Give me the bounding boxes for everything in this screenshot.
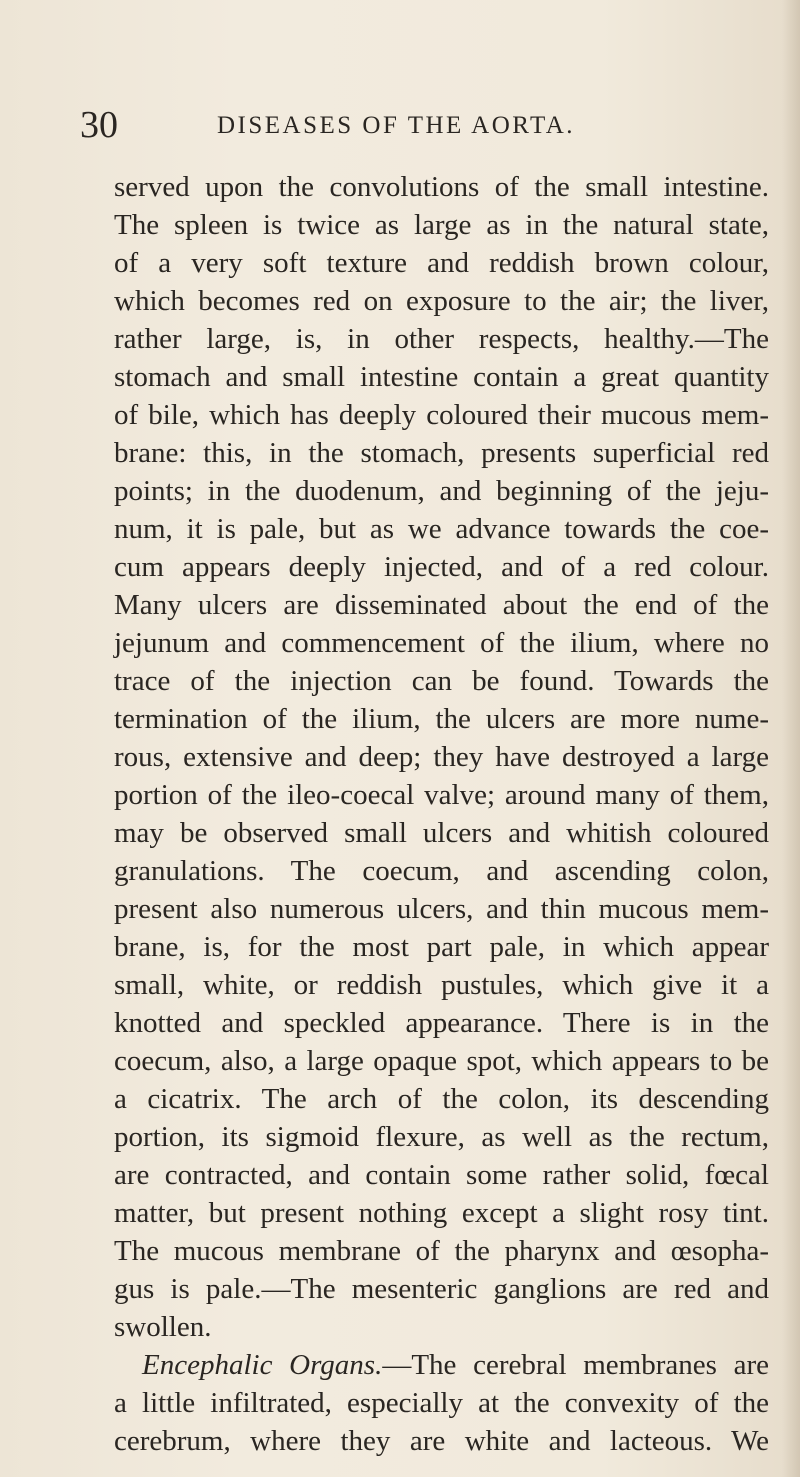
- running-title: DISEASES OF THE AORTA.: [217, 112, 576, 139]
- text-line: of bile, which has deeply coloured their mucous mem-: [114, 399, 769, 431]
- text-line: matter, but present nothing except a slight rosy tint.: [114, 1197, 769, 1229]
- text-line: a little infiltrated, especially at the convexity of the: [114, 1387, 769, 1419]
- section-first-line: [142, 1346, 769, 1384]
- text-line: coecum, also, a large opaque spot, which appears to be: [114, 1045, 769, 1077]
- text-line: trace of the injection can be found. Towards the: [114, 665, 769, 697]
- text-line: granulations. The coecum, and ascending colon,: [114, 855, 769, 887]
- text-line: swollen.: [114, 1311, 212, 1343]
- text-line: points; in the duodenum, and beginning of the jeju-: [114, 475, 769, 507]
- text-line: portion, its sigmoid flexure, as well as the rectum,: [114, 1121, 769, 1153]
- page-edge-shadow: [782, 0, 800, 1477]
- text-line: are contracted, and contain some rather solid, fœcal: [114, 1159, 769, 1191]
- text-line: jejunum and commencement of the ilium, where no: [114, 627, 769, 659]
- text-line: cum appears deeply injected, and of a red colour.: [114, 551, 769, 583]
- text-line: stomach and small intestine contain a great quantity: [114, 361, 769, 393]
- section-line-rest: —The cerebral membranes are: [382, 1349, 769, 1381]
- page-number: 30: [80, 104, 118, 146]
- page-header: [0, 100, 800, 150]
- text-line: termination of the ilium, the ulcers are more nume-: [114, 703, 769, 735]
- text-line: small, white, or reddish pustules, which give it a: [114, 969, 769, 1001]
- text-line: served upon the convolutions of the small intestine.: [114, 171, 769, 203]
- text-line: Many ulcers are disseminated about the end of the: [114, 589, 769, 621]
- text-line: which becomes red on exposure to the air; the liver,: [114, 285, 769, 317]
- text-line: portion of the ileo-coecal valve; around many of them,: [114, 779, 769, 811]
- text-line: The mucous membrane of the pharynx and œsopha-: [114, 1235, 769, 1267]
- text-line: may be observed small ulcers and whitish coloured: [114, 817, 769, 849]
- text-line: The spleen is twice as large as in the natural state,: [114, 209, 769, 241]
- text-line: brane: this, in the stomach, presents superficial red: [114, 437, 769, 469]
- text-line: present also numerous ulcers, and thin mucous mem-: [114, 893, 769, 925]
- text-line: cerebrum, where they are white and lacteous. We: [114, 1425, 769, 1457]
- text-line: brane, is, for the most part pale, in which appear: [114, 931, 769, 963]
- text-line: rather large, is, in other respects, healthy.—The: [114, 323, 769, 355]
- text-line: num, it is pale, but as we advance towards the coe-: [114, 513, 769, 545]
- text-line: gus is pale.—The mesenteric ganglions are red and: [114, 1273, 769, 1305]
- text-line: knotted and speckled appearance. There is in the: [114, 1007, 769, 1039]
- text-line: rous, extensive and deep; they have destroyed a large: [114, 741, 769, 773]
- text-line: of a very soft texture and reddish brown colour,: [114, 247, 769, 279]
- section-heading: Encephalic Organs.: [142, 1349, 383, 1381]
- text-line: a cicatrix. The arch of the colon, its descending: [114, 1083, 769, 1115]
